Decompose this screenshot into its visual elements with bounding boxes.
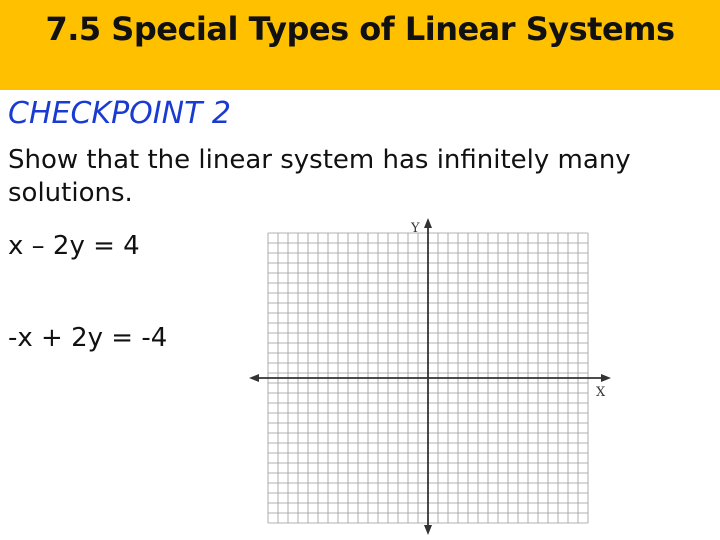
instruction-text: Show that the linear system has infinitely many solutions. <box>8 145 631 208</box>
y-axis-label: Y <box>411 221 420 236</box>
y-axis-top-arrow <box>424 218 432 228</box>
coordinate-grid <box>245 212 615 537</box>
x-axis-left-arrow <box>249 374 259 382</box>
checkpoint-label: CHECKPOINT 2 <box>8 96 232 131</box>
slide-title: 7.5 Special Types of Linear Systems <box>45 10 675 48</box>
x-axis-right-arrow <box>601 374 611 382</box>
equation-2: -x + 2y = -4 <box>8 323 168 353</box>
title-bar <box>0 0 720 90</box>
x-axis-label: X <box>596 385 606 400</box>
axes <box>249 218 611 535</box>
y-axis-bottom-arrow <box>424 525 432 535</box>
equation-1: x – 2y = 4 <box>8 231 140 261</box>
